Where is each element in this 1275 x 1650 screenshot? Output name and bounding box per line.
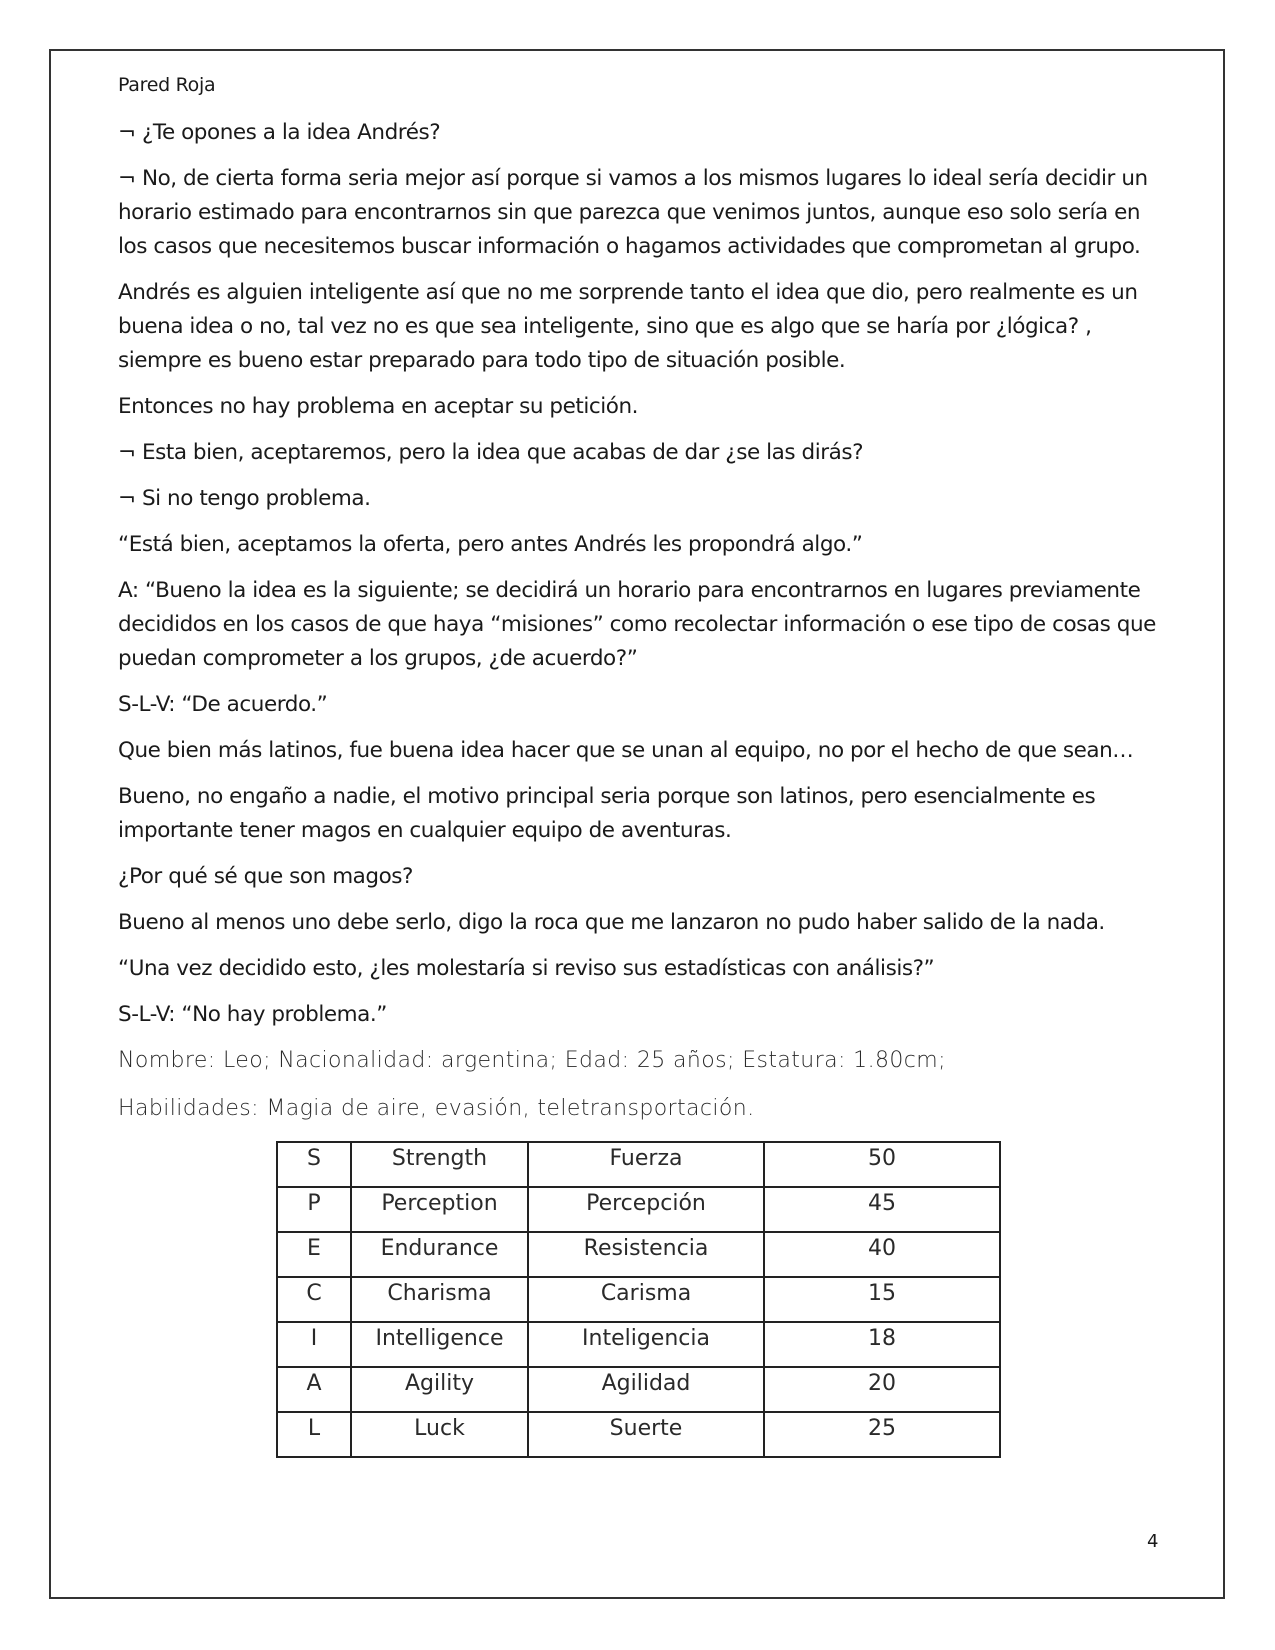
table-row <box>277 1142 1000 1187</box>
character-info-line: Nombre: Leo; Nacionalidad: argentina; Edad: 25 años; Estatura: 1.80cm; <box>118 1048 946 1073</box>
stat-letter: S <box>277 1142 351 1187</box>
paragraph: ¬ No, de cierta forma seria mejor así porque si vamos a los mismos lugares lo ideal sería decidir un horario estimado para encontrarnos sin que parezca que venimos juntos, aunque eso solo sería en los casos que necesitemos buscar información o hagamos actividades que comprometan al grupo. <box>118 166 1148 259</box>
stat-english-name: Endurance <box>351 1232 528 1277</box>
document-body <box>118 116 1168 1140</box>
stat-letter: P <box>277 1187 351 1232</box>
stat-spanish-name: Agilidad <box>528 1367 764 1412</box>
stat-spanish-name: Fuerza <box>528 1142 764 1187</box>
stat-value: 50 <box>764 1142 1000 1187</box>
stat-spanish-name: Percepción <box>528 1187 764 1232</box>
character-skills-line: Habilidades: Magia de aire, evasión, teletransportación. <box>118 1096 755 1121</box>
table-row <box>277 1412 1000 1457</box>
stat-english-name: Agility <box>351 1367 528 1412</box>
stat-letter: L <box>277 1412 351 1457</box>
stat-letter: I <box>277 1322 351 1367</box>
paragraph: S-L-V: “De acuerdo.” <box>118 692 328 717</box>
stat-value: 18 <box>764 1322 1000 1367</box>
table-row <box>277 1232 1000 1277</box>
paragraph: ¿Por qué sé que son magos? <box>118 864 414 889</box>
paragraph: Bueno al menos uno debe serlo, digo la roca que me lanzaron no pudo haber salido de la nada. <box>118 910 1105 935</box>
page-number: 4 <box>1147 1531 1159 1552</box>
stat-letter: C <box>277 1277 351 1322</box>
paragraph: ¬ Si no tengo problema. <box>118 486 371 511</box>
stat-value: 45 <box>764 1187 1000 1232</box>
table-row <box>277 1322 1000 1367</box>
stat-spanish-name: Carisma <box>528 1277 764 1322</box>
table-row <box>277 1277 1000 1322</box>
paragraph: ¬ Esta bien, aceptaremos, pero la idea que acabas de dar ¿se las dirás? <box>118 440 864 465</box>
stat-letter: E <box>277 1232 351 1277</box>
stat-value: 20 <box>764 1367 1000 1412</box>
table-row <box>277 1187 1000 1232</box>
stat-spanish-name: Resistencia <box>528 1232 764 1277</box>
stat-spanish-name: Suerte <box>528 1412 764 1457</box>
stat-english-name: Intelligence <box>351 1322 528 1367</box>
stat-english-name: Luck <box>351 1412 528 1457</box>
paragraph: Bueno, no engaño a nadie, el motivo principal seria porque son latinos, pero esencialmente es importante tener magos en cualquier equipo de aventuras. <box>118 784 1096 843</box>
stat-value: 15 <box>764 1277 1000 1322</box>
stat-value: 40 <box>764 1232 1000 1277</box>
stat-spanish-name: Inteligencia <box>528 1322 764 1367</box>
stat-letter: A <box>277 1367 351 1412</box>
paragraph: S-L-V: “No hay problema.” <box>118 1002 387 1027</box>
paragraph: ¬ ¿Te opones a la idea Andrés? <box>118 120 441 145</box>
paragraph: “Una vez decidido esto, ¿les molestaría si reviso sus estadísticas con análisis?” <box>118 956 935 981</box>
stat-english-name: Strength <box>351 1142 528 1187</box>
stat-english-name: Perception <box>351 1187 528 1232</box>
paragraph: Entonces no hay problema en aceptar su petición. <box>118 394 639 419</box>
page-header: Pared Roja <box>118 74 216 96</box>
paragraph: A: “Bueno la idea es la siguiente; se decidirá un horario para encontrarnos en lugares previamente decididos en los casos de que haya “misiones” como recolectar información o ese tipo de cosas que puedan comprometer a los grupos, ¿de acuerdo?” <box>118 578 1156 671</box>
paragraph: Que bien más latinos, fue buena idea hacer que se unan al equipo, no por el hecho de que sean… <box>118 738 1134 763</box>
stat-value: 25 <box>764 1412 1000 1457</box>
stat-english-name: Charisma <box>351 1277 528 1322</box>
paragraph: Andrés es alguien inteligente así que no me sorprende tanto el idea que dio, pero realmente es un buena idea o no, tal vez no es que sea inteligente, sino que es algo que se haría por ¿lógica? , siempre es bueno estar preparado para todo tipo de situación posible. <box>118 280 1138 373</box>
table-row <box>277 1367 1000 1412</box>
paragraph: “Está bien, aceptamos la oferta, pero antes Andrés les propondrá algo.” <box>118 532 863 557</box>
stats-table <box>276 1141 1001 1458</box>
